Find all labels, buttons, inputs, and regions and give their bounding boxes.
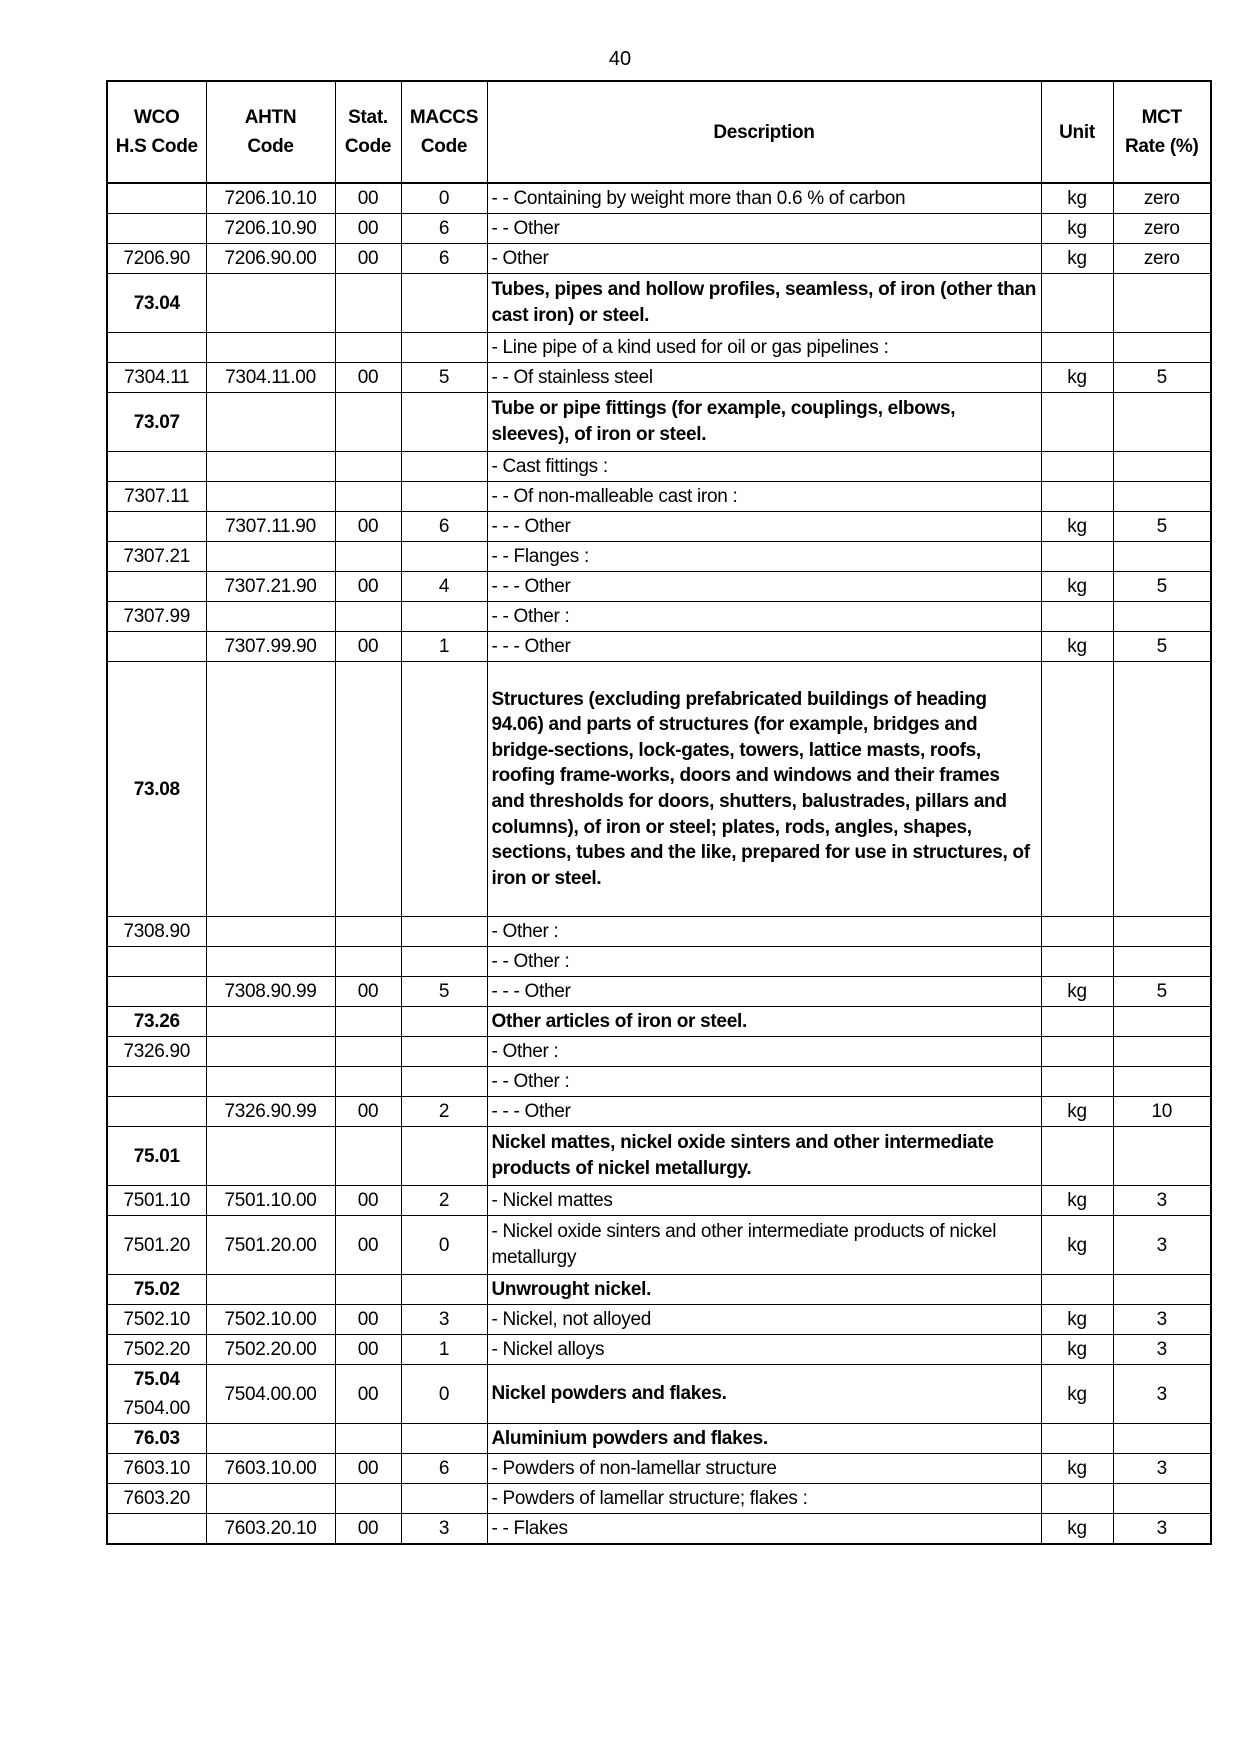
description-cell: Tube or pipe fittings (for example, couplings, elbows, sleeves), of iron or steel. [487, 393, 1041, 452]
wco-code: 7501.10 [123, 1190, 191, 1211]
tariff-table [106, 80, 1212, 1545]
maccs-code-cell: 3 [401, 1305, 487, 1335]
wco-code: 73.26 [133, 1011, 180, 1032]
maccs-code-cell: 5 [401, 977, 487, 1007]
maccs-code-cell: 6 [401, 214, 487, 244]
wco-code: 7603.10 [123, 1458, 191, 1479]
wco-hs-code-cell [107, 1484, 206, 1514]
ahtn-code-cell: 7603.20.10 [206, 1514, 335, 1545]
stat-code-cell [335, 1007, 401, 1037]
unit-cell: kg [1041, 1514, 1113, 1545]
wco-hs-code-cell [107, 1216, 206, 1275]
wco-hs-code-cell [107, 1454, 206, 1484]
maccs-code-cell: 1 [401, 1335, 487, 1365]
ahtn-code-cell: 7307.11.90 [206, 512, 335, 542]
unit-cell [1041, 602, 1113, 632]
table-row [107, 632, 1211, 662]
wco-hs-code-cell [107, 333, 206, 363]
mct-rate-cell: 3 [1113, 1186, 1211, 1216]
unit-cell [1041, 274, 1113, 333]
stat-code-cell [335, 333, 401, 363]
wco-code: 7326.90 [123, 1041, 191, 1062]
wco-code: 7502.10 [123, 1309, 191, 1330]
wco-hs-code-cell [107, 1275, 206, 1305]
unit-cell [1041, 393, 1113, 452]
mct-rate-cell [1113, 542, 1211, 572]
header-unit: Unit [1041, 81, 1113, 183]
unit-cell [1041, 662, 1113, 917]
table-row [107, 214, 1211, 244]
table-row [107, 917, 1211, 947]
stat-code-cell: 00 [335, 1305, 401, 1335]
description-cell: - - Of stainless steel [487, 363, 1041, 393]
wco-code: 7308.90 [123, 921, 191, 942]
stat-code-cell [335, 917, 401, 947]
mct-rate-cell [1113, 1127, 1211, 1186]
maccs-code-cell [401, 1275, 487, 1305]
table-row [107, 363, 1211, 393]
stat-code-cell [335, 1127, 401, 1186]
unit-cell [1041, 482, 1113, 512]
header-row [107, 81, 1211, 183]
table-row [107, 244, 1211, 274]
wco-code: 73.08 [133, 778, 180, 800]
stat-code-cell: 00 [335, 1335, 401, 1365]
description-cell: - - - Other [487, 632, 1041, 662]
wco-code: 7304.11 [124, 367, 190, 388]
maccs-code-cell [401, 1067, 487, 1097]
description-cell: - Other [487, 244, 1041, 274]
unit-cell: kg [1041, 244, 1113, 274]
unit-cell: kg [1041, 1305, 1113, 1335]
wco-hs-code-cell [107, 917, 206, 947]
stat-code-cell: 00 [335, 977, 401, 1007]
mct-rate-cell [1113, 452, 1211, 482]
table-row [107, 1275, 1211, 1305]
mct-rate-cell: 3 [1113, 1305, 1211, 1335]
mct-rate-cell: 3 [1113, 1335, 1211, 1365]
ahtn-code-cell [206, 482, 335, 512]
stat-code-cell: 00 [335, 1365, 401, 1424]
unit-cell [1041, 1037, 1113, 1067]
wco-code: 75.02 [133, 1279, 180, 1300]
unit-cell [1041, 1275, 1113, 1305]
unit-cell: kg [1041, 183, 1113, 214]
wco-hs-code-cell [107, 274, 206, 333]
table-row [107, 662, 1211, 917]
description-cell: - - Containing by weight more than 0.6 % of carbon [487, 183, 1041, 214]
wco-hs-code-cell [107, 947, 206, 977]
ahtn-code-cell: 7501.10.00 [206, 1186, 335, 1216]
wco-code: 73.04 [133, 292, 180, 314]
mct-rate-cell [1113, 1424, 1211, 1454]
unit-cell: kg [1041, 572, 1113, 602]
maccs-code-cell: 1 [401, 632, 487, 662]
maccs-code-cell [401, 393, 487, 452]
header-ahtn-code: AHTN Code [206, 81, 335, 183]
mct-rate-cell: 3 [1113, 1365, 1211, 1424]
description-cell: Tubes, pipes and hollow profiles, seamless, of iron (other than cast iron) or steel. [487, 274, 1041, 333]
wco-hs-code-cell [107, 393, 206, 452]
table-row [107, 1007, 1211, 1037]
ahtn-code-cell: 7502.10.00 [206, 1305, 335, 1335]
stat-code-cell: 00 [335, 214, 401, 244]
stat-code-cell: 00 [335, 363, 401, 393]
table-row [107, 1514, 1211, 1545]
maccs-code-cell [401, 333, 487, 363]
wco-hs-code-cell [107, 1305, 206, 1335]
unit-cell: kg [1041, 632, 1113, 662]
description-cell: - Line pipe of a kind used for oil or gas pipelines : [487, 333, 1041, 363]
ahtn-code-cell [206, 1424, 335, 1454]
table-row [107, 1186, 1211, 1216]
maccs-code-cell [401, 1127, 487, 1186]
unit-cell: kg [1041, 363, 1113, 393]
stat-code-cell: 00 [335, 1097, 401, 1127]
mct-rate-cell: 3 [1113, 1454, 1211, 1484]
ahtn-code-cell: 7502.20.00 [206, 1335, 335, 1365]
description-cell: - Nickel mattes [487, 1186, 1041, 1216]
mct-rate-cell: 3 [1113, 1216, 1211, 1275]
unit-cell: kg [1041, 1216, 1113, 1275]
wco-hs-code-cell [107, 1037, 206, 1067]
ahtn-code-cell [206, 1275, 335, 1305]
wco-hs-code-cell [107, 1365, 206, 1424]
maccs-code-cell [401, 542, 487, 572]
wco-subcode: 7504.00 [123, 1398, 191, 1419]
mct-rate-cell: 5 [1113, 572, 1211, 602]
table-row [107, 1335, 1211, 1365]
unit-cell: kg [1041, 512, 1113, 542]
description-cell: - Cast fittings : [487, 452, 1041, 482]
ahtn-code-cell [206, 333, 335, 363]
wco-hs-code-cell [107, 977, 206, 1007]
table-row [107, 947, 1211, 977]
wco-hs-code-cell [107, 363, 206, 393]
wco-hs-code-cell [107, 542, 206, 572]
unit-cell: kg [1041, 1097, 1113, 1127]
mct-rate-cell [1113, 274, 1211, 333]
description-cell: Other articles of iron or steel. [487, 1007, 1041, 1037]
description-cell: - Other : [487, 917, 1041, 947]
table-row [107, 1484, 1211, 1514]
table-row [107, 1067, 1211, 1097]
table-row [107, 1305, 1211, 1335]
description-cell: - - Other : [487, 947, 1041, 977]
stat-code-cell [335, 542, 401, 572]
unit-cell [1041, 947, 1113, 977]
table-row [107, 1424, 1211, 1454]
description-cell: - - - Other [487, 977, 1041, 1007]
description-cell: - - Flakes [487, 1514, 1041, 1545]
mct-rate-cell [1113, 1007, 1211, 1037]
stat-code-cell: 00 [335, 244, 401, 274]
ahtn-code-cell [206, 1037, 335, 1067]
wco-code: 7501.20 [123, 1234, 191, 1256]
unit-cell: kg [1041, 1454, 1113, 1484]
wco-hs-code-cell [107, 1097, 206, 1127]
unit-cell: kg [1041, 977, 1113, 1007]
stat-code-cell [335, 1484, 401, 1514]
stat-code-cell [335, 1037, 401, 1067]
ahtn-code-cell [206, 452, 335, 482]
ahtn-code-cell: 7206.10.10 [206, 183, 335, 214]
wco-hs-code-cell [107, 512, 206, 542]
table-row [107, 274, 1211, 333]
header-maccs-code: MACCS Code [401, 81, 487, 183]
ahtn-code-cell: 7603.10.00 [206, 1454, 335, 1484]
unit-cell [1041, 917, 1113, 947]
stat-code-cell [335, 662, 401, 917]
ahtn-code-cell [206, 602, 335, 632]
header-stat-code: Stat. Code [335, 81, 401, 183]
description-cell: Nickel mattes, nickel oxide sinters and other intermediate products of nickel metallurgy. [487, 1127, 1041, 1186]
stat-code-cell: 00 [335, 572, 401, 602]
ahtn-code-cell: 7504.00.00 [206, 1365, 335, 1424]
maccs-code-cell [401, 1007, 487, 1037]
wco-code: 73.07 [133, 411, 180, 433]
description-cell: - Nickel, not alloyed [487, 1305, 1041, 1335]
table-body [107, 183, 1211, 1544]
wco-hs-code-cell [107, 1424, 206, 1454]
maccs-code-cell: 4 [401, 572, 487, 602]
wco-hs-code-cell [107, 1007, 206, 1037]
description-cell: - - - Other [487, 1097, 1041, 1127]
wco-hs-code-cell [107, 1335, 206, 1365]
wco-code: 75.01 [133, 1145, 180, 1167]
ahtn-code-cell: 7304.11.00 [206, 363, 335, 393]
ahtn-code-cell [206, 1067, 335, 1097]
description-cell: - - Other : [487, 1067, 1041, 1097]
mct-rate-cell [1113, 482, 1211, 512]
stat-code-cell [335, 602, 401, 632]
mct-rate-cell [1113, 333, 1211, 363]
table-row [107, 1454, 1211, 1484]
ahtn-code-cell [206, 393, 335, 452]
maccs-code-cell: 6 [401, 1454, 487, 1484]
ahtn-code-cell: 7501.20.00 [206, 1216, 335, 1275]
mct-rate-cell: zero [1113, 214, 1211, 244]
wco-hs-code-cell [107, 1186, 206, 1216]
description-cell: - - Other : [487, 602, 1041, 632]
header-mct-rate: MCT Rate (%) [1113, 81, 1211, 183]
stat-code-cell: 00 [335, 512, 401, 542]
mct-rate-cell: 5 [1113, 632, 1211, 662]
description-cell: Structures (excluding prefabricated buildings of heading 94.06) and parts of structures (for example, bridges and bridge-sections, lock-gates, towers, lattice masts, roofs, roofing frame-works, doors and windows and their frames and thresholds for doors, shutters, balustrades, pillars and columns), of iron or steel; plates, rods, angles, shapes, sections, tubes and the like, prepared for use in structures, of iron or steel. [487, 662, 1041, 917]
stat-code-cell: 00 [335, 1514, 401, 1545]
ahtn-code-cell: 7206.90.00 [206, 244, 335, 274]
ahtn-code-cell [206, 542, 335, 572]
unit-cell: kg [1041, 1186, 1113, 1216]
description-cell: - Nickel oxide sinters and other intermediate products of nickel metallurgy [487, 1216, 1041, 1275]
mct-rate-cell [1113, 393, 1211, 452]
table-row [107, 542, 1211, 572]
ahtn-code-cell: 7326.90.99 [206, 1097, 335, 1127]
unit-cell [1041, 1424, 1113, 1454]
stat-code-cell [335, 452, 401, 482]
maccs-code-cell: 2 [401, 1186, 487, 1216]
description-cell: - Powders of non-lamellar structure [487, 1454, 1041, 1484]
maccs-code-cell [401, 274, 487, 333]
wco-hs-code-cell [107, 572, 206, 602]
mct-rate-cell [1113, 602, 1211, 632]
description-cell: - Other : [487, 1037, 1041, 1067]
unit-cell: kg [1041, 1335, 1113, 1365]
description-cell: Unwrought nickel. [487, 1275, 1041, 1305]
mct-rate-cell: 3 [1113, 1514, 1211, 1545]
stat-code-cell: 00 [335, 1216, 401, 1275]
ahtn-code-cell [206, 1484, 335, 1514]
unit-cell [1041, 1484, 1113, 1514]
mct-rate-cell: zero [1113, 183, 1211, 214]
mct-rate-cell: zero [1113, 244, 1211, 274]
unit-cell [1041, 1007, 1113, 1037]
mct-rate-cell: 5 [1113, 512, 1211, 542]
stat-code-cell [335, 1067, 401, 1097]
table-header [107, 81, 1211, 183]
wco-hs-code-cell [107, 452, 206, 482]
wco-code: 7307.11 [124, 486, 190, 507]
table-row [107, 1216, 1211, 1275]
description-cell: - - Flanges : [487, 542, 1041, 572]
table-row [107, 183, 1211, 214]
table-row [107, 572, 1211, 602]
maccs-code-cell: 5 [401, 363, 487, 393]
maccs-code-cell [401, 1424, 487, 1454]
table-row [107, 1037, 1211, 1067]
ahtn-code-cell: 7307.21.90 [206, 572, 335, 602]
unit-cell [1041, 542, 1113, 572]
table-row [107, 1127, 1211, 1186]
maccs-code-cell [401, 1484, 487, 1514]
stat-code-cell: 00 [335, 632, 401, 662]
wco-code: 7307.99 [123, 606, 191, 627]
mct-rate-cell [1113, 662, 1211, 917]
table-row [107, 482, 1211, 512]
description-cell: Nickel powders and flakes. [487, 1365, 1041, 1424]
maccs-code-cell: 0 [401, 1365, 487, 1424]
maccs-code-cell [401, 1037, 487, 1067]
table-row [107, 602, 1211, 632]
mct-rate-cell [1113, 1067, 1211, 1097]
description-cell: - - - Other [487, 572, 1041, 602]
wco-code: 76.03 [133, 1428, 180, 1449]
description-cell: - Nickel alloys [487, 1335, 1041, 1365]
table-row [107, 393, 1211, 452]
wco-hs-code-cell [107, 632, 206, 662]
unit-cell [1041, 452, 1113, 482]
mct-rate-cell [1113, 1037, 1211, 1067]
wco-hs-code-cell [107, 1127, 206, 1186]
table-row [107, 452, 1211, 482]
wco-code: 7307.21 [123, 546, 191, 567]
stat-code-cell [335, 482, 401, 512]
mct-rate-cell [1113, 1275, 1211, 1305]
maccs-code-cell [401, 662, 487, 917]
wco-hs-code-cell [107, 1514, 206, 1545]
table-row [107, 333, 1211, 363]
ahtn-code-cell: 7308.90.99 [206, 977, 335, 1007]
table-row [107, 512, 1211, 542]
header-wco-hs-code: WCO H.S Code [107, 81, 206, 183]
maccs-code-cell [401, 602, 487, 632]
page-number: 40 [608, 48, 632, 70]
mct-rate-cell [1113, 1484, 1211, 1514]
maccs-code-cell: 6 [401, 512, 487, 542]
wco-code: 75.04 [133, 1369, 180, 1390]
mct-rate-cell: 5 [1113, 977, 1211, 1007]
ahtn-code-cell [206, 662, 335, 917]
stat-code-cell [335, 274, 401, 333]
unit-cell: kg [1041, 214, 1113, 244]
stat-code-cell [335, 393, 401, 452]
description-cell: - - - Other [487, 512, 1041, 542]
mct-rate-cell [1113, 947, 1211, 977]
wco-hs-code-cell [107, 602, 206, 632]
ahtn-code-cell [206, 917, 335, 947]
maccs-code-cell [401, 482, 487, 512]
maccs-code-cell [401, 452, 487, 482]
stat-code-cell: 00 [335, 183, 401, 214]
ahtn-code-cell [206, 274, 335, 333]
wco-code: 7502.20 [123, 1339, 191, 1360]
wco-code: 7603.20 [123, 1488, 191, 1509]
maccs-code-cell: 0 [401, 183, 487, 214]
description-cell: - - Of non-malleable cast iron : [487, 482, 1041, 512]
maccs-code-cell [401, 917, 487, 947]
table-row [107, 1365, 1211, 1424]
stat-code-cell: 00 [335, 1186, 401, 1216]
ahtn-code-cell [206, 1127, 335, 1186]
mct-rate-cell: 5 [1113, 363, 1211, 393]
description-cell: - Powders of lamellar structure; flakes : [487, 1484, 1041, 1514]
wco-hs-code-cell [107, 1067, 206, 1097]
mct-rate-cell [1113, 917, 1211, 947]
maccs-code-cell: 3 [401, 1514, 487, 1545]
ahtn-code-cell: 7307.99.90 [206, 632, 335, 662]
stat-code-cell: 00 [335, 1454, 401, 1484]
maccs-code-cell: 6 [401, 244, 487, 274]
stat-code-cell [335, 1275, 401, 1305]
maccs-code-cell [401, 947, 487, 977]
wco-code: 7206.90 [123, 248, 191, 269]
header-description: Description [487, 81, 1041, 183]
ahtn-code-cell [206, 947, 335, 977]
stat-code-cell [335, 1424, 401, 1454]
unit-cell: kg [1041, 1365, 1113, 1424]
wco-hs-code-cell [107, 244, 206, 274]
table-row [107, 1097, 1211, 1127]
unit-cell [1041, 1127, 1113, 1186]
maccs-code-cell: 0 [401, 1216, 487, 1275]
unit-cell [1041, 1067, 1113, 1097]
wco-hs-code-cell [107, 214, 206, 244]
mct-rate-cell: 10 [1113, 1097, 1211, 1127]
unit-cell [1041, 333, 1113, 363]
table-row [107, 977, 1211, 1007]
ahtn-code-cell [206, 1007, 335, 1037]
description-cell: Aluminium powders and flakes. [487, 1424, 1041, 1454]
wco-hs-code-cell [107, 183, 206, 214]
description-cell: - - Other [487, 214, 1041, 244]
wco-hs-code-cell [107, 482, 206, 512]
stat-code-cell [335, 947, 401, 977]
ahtn-code-cell: 7206.10.90 [206, 214, 335, 244]
maccs-code-cell: 2 [401, 1097, 487, 1127]
wco-hs-code-cell [107, 662, 206, 917]
